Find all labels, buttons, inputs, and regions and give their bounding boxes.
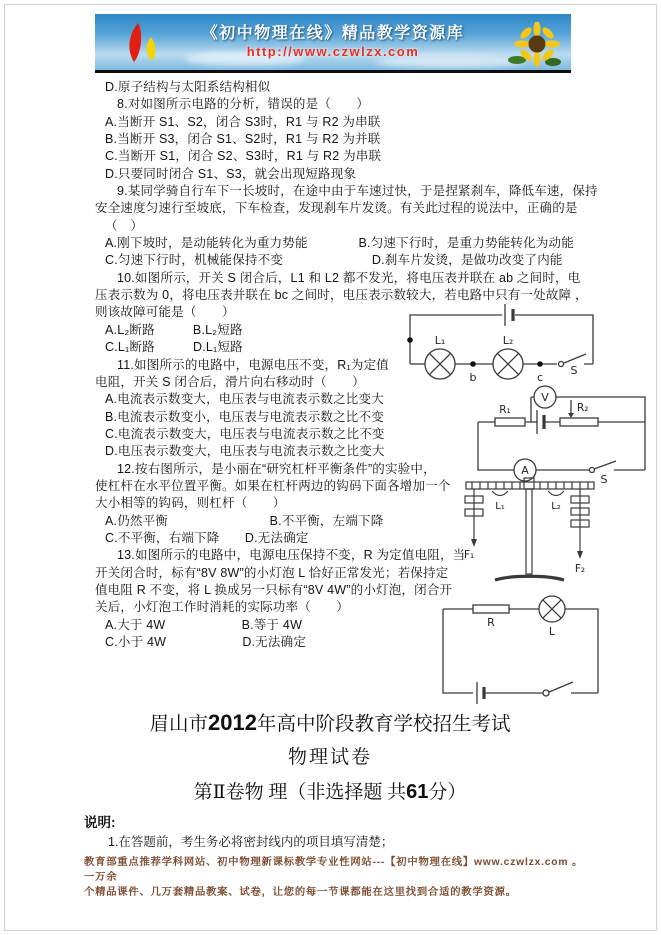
question-line: 12.按右图所示，是小丽在“研究杠杆平衡条件”的实验中， xyxy=(117,461,436,476)
footer-line-1: 教育部重点推荐学科网站、初中物理新课标教学专业性网站---【初中物理在线】www.czwlzx.com 。 一万余 xyxy=(84,857,584,883)
distance-brace-left xyxy=(492,491,508,496)
question-line: 则该故障可能是（ ） xyxy=(95,305,235,320)
node-c-dot xyxy=(537,361,543,367)
label-R2: R₂ xyxy=(577,402,589,414)
question-line: C.当断开 S1，闭合 S2、S3时，R1 与 R2 为串联 xyxy=(105,149,382,164)
label-F1: F₁ xyxy=(464,549,475,561)
question-line: C.不平衡，右端下降 D.无法确定 xyxy=(105,530,309,545)
lamp-L1-icon xyxy=(425,349,455,379)
question-line: 13.如图所示的电路中，电源电压保持不变，R 为定值电阻，当 xyxy=(117,548,466,563)
circuit-diagram-q13 xyxy=(433,593,661,711)
section-title-suffix: 分） xyxy=(428,782,467,803)
battery-icon xyxy=(477,682,484,704)
switch-icon xyxy=(543,682,573,696)
site-banner xyxy=(95,14,571,73)
label-L: L xyxy=(548,625,556,638)
footer-line-2: 个精品课件、几万套精品教案、试卷，让您的每一节课都能在这里找到合适的教学资源。 xyxy=(84,887,517,898)
resistor-R-icon xyxy=(473,605,509,613)
left-weights xyxy=(465,489,483,547)
question-line: A.L₂断路 B.L₂短路 xyxy=(105,322,243,337)
beam-ticks xyxy=(472,482,588,489)
distance-brace-right xyxy=(548,491,564,496)
notes-heading: 说明: xyxy=(84,815,116,830)
question-line: D.原子结构与太阳系结构相似 xyxy=(105,80,271,94)
question-line: A.当断开 S1、S2，闭合 S3时，R1 与 R2 为串联 xyxy=(105,114,381,129)
exam-title-prefix: 眉山市 xyxy=(149,714,209,735)
label-c: c xyxy=(536,371,544,384)
exam-title xyxy=(10,708,650,736)
section-title xyxy=(10,777,650,804)
label-L2: L₂ xyxy=(551,501,561,512)
switch-icon xyxy=(590,461,617,473)
site-url-link[interactable]: http://www.czwlzx.com xyxy=(246,44,420,59)
question-line: 8.对如图所示电路的分析，错误的是（ ） xyxy=(117,97,370,112)
question-line: 大小相等的钩码，则杠杆（ ） xyxy=(95,496,286,511)
exam-year: 2012 xyxy=(208,710,257,735)
question-line: 关后，小灯泡工作时消耗的实际功率（ ） xyxy=(95,600,350,615)
question-line: C.小于 4W D.无法确定 xyxy=(105,635,307,649)
question-line: D.只要同时闭合 S1、S3，就会出现短路现象 xyxy=(105,166,357,181)
question-line: A.刚下坡时，是动能转化为重力势能 B.匀速下行时，是重力势能转化为动能 xyxy=(105,236,574,251)
question-line: 电阻，开关 S 闭合后，滑片向右移动时（ ） xyxy=(95,374,365,389)
battery-icon xyxy=(537,410,544,434)
label-b: b xyxy=(469,371,477,384)
question-line: 压表示数为 0，将电压表并联在 bc 之间时，电压表示数较大，若电路中只有一处故障 ， xyxy=(95,288,588,303)
circuit-diagram-q11 xyxy=(463,382,661,484)
question-line: C.匀速下行时，机械能保持不变 D.刹车片发烫，是做功改变了内能 xyxy=(105,253,563,268)
wire xyxy=(478,422,645,470)
question-line: A.大于 4W B.等于 4W xyxy=(105,617,303,632)
question-line: 11.如图所示的电路中，电源电压不变，R₁为定值 xyxy=(117,357,389,372)
notes-item-1: 1.在答题前，考生务必将密封线内的项目填写清楚； xyxy=(108,835,394,849)
label-S: S xyxy=(570,364,578,377)
lamp-L2-icon xyxy=(493,349,523,379)
question-line: A.仍然平衡 B.不平衡，左端下降 xyxy=(105,513,384,528)
question-line: 使杠杆在水平位置平衡。如果在杠杆两边的钩码下面各增加一个 xyxy=(95,478,451,493)
question-line: 安全速度匀速行至坡底，下车检查，发现刹车片发烫。有关此过程的说法中，正确的是 xyxy=(95,201,578,216)
question-line: B.电流表示数变小，电压表与电流表示数之比不变 xyxy=(105,409,384,424)
voltmeter-icon xyxy=(534,386,556,408)
question-line: （ ） xyxy=(105,218,144,233)
node-b-dot xyxy=(470,361,476,367)
label-A: A xyxy=(521,464,529,477)
question-line: 值电阻 R 不变，将 L 换成另一只标有“8V 4W”的小灯泡，闭合开 xyxy=(95,582,453,597)
label-V: V xyxy=(541,391,549,404)
label-R1: R₁ xyxy=(499,404,511,416)
question-line: A.电流表示数变大，电压表与电流表示数之比变大 xyxy=(105,392,384,407)
question-line: 开关闭合时，标有“8V 8W”的小灯泡 L 恰好正常发光；若保持定 xyxy=(95,565,449,580)
label-L1: L₁ xyxy=(434,334,446,347)
right-weights xyxy=(571,489,589,559)
label-S: S xyxy=(600,473,608,484)
question-line: C.电流表示数变大，电压表与电流表示数之比不变 xyxy=(105,426,385,441)
label-R: R xyxy=(487,616,495,629)
footer-promo xyxy=(84,855,592,900)
circuit-diagram-q10 xyxy=(398,300,660,395)
section-score: 61 xyxy=(406,781,429,803)
section-title-prefix: 第Ⅱ卷物 理（非选择题 共 xyxy=(193,782,407,803)
lever-diagram-q12 xyxy=(452,476,607,594)
question-line: D.电压表示数变大，电压表与电流表示数之比变大 xyxy=(105,444,385,459)
label-F2: F₂ xyxy=(574,563,586,575)
sunflower-icon xyxy=(503,22,563,68)
question-line: B.当断开 S3，闭合 S1、S2时，R1 与 R2 为并联 xyxy=(105,132,381,147)
lamp-L-icon xyxy=(539,596,565,622)
question-line: 10.如图所示，开关 S 闭合后，L1 和 L2 都不发光，将电压表并联在 ab 之间时，电 xyxy=(117,270,581,285)
label-L1: L₁ xyxy=(495,501,505,512)
question-line: 9.某同学骑自行车下一长坡时，在途中由于车速过快，于是捏紧刹车，降低车速，保持 xyxy=(117,184,598,199)
exam-title-suffix: 年高中阶段教育学校招生考试 xyxy=(256,714,511,735)
resistor-R1-icon xyxy=(495,418,525,426)
wire xyxy=(443,609,598,693)
exam-subtitle: 物理试卷 xyxy=(287,747,372,768)
lever-beam xyxy=(466,482,594,489)
node-a-dot xyxy=(407,337,413,343)
battery-icon xyxy=(505,304,513,326)
label-L2: L₂ xyxy=(502,334,514,347)
question-line: C.L₁断路 D.L₁短路 xyxy=(105,340,243,355)
site-title: 《初中物理在线》精品教学资源库 xyxy=(201,25,465,42)
